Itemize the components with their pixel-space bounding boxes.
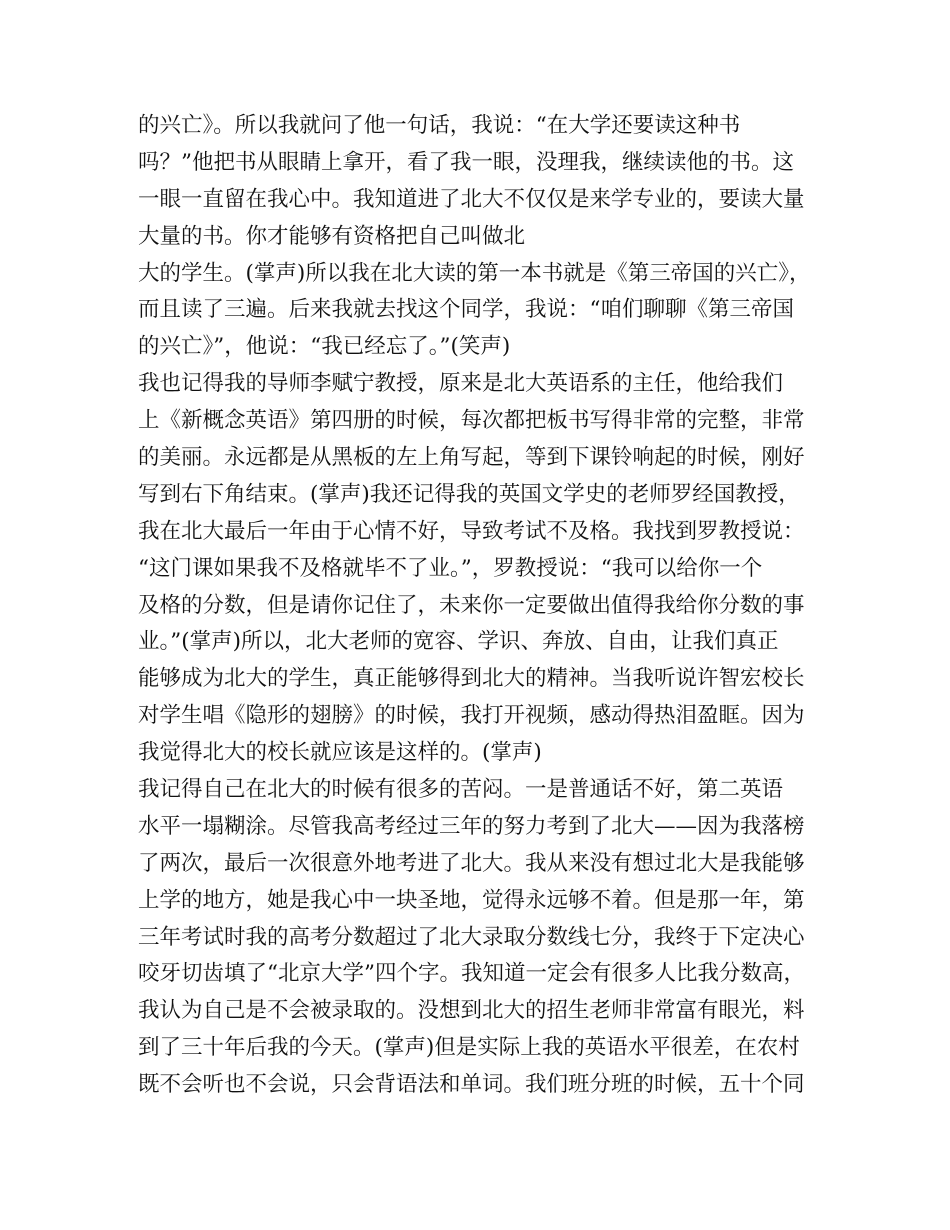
text-line: 对学生唱《隐形的翅膀》的时候，我打开视频，感动得热泪盈眶。因为: [138, 703, 805, 729]
text-line: 我也记得我的导师李赋宁教授，原来是北大英语系的主任，他给我们: [138, 371, 784, 397]
text-line: 到了三十年后我的今天。(掌声)但是实际上我的英语水平很差，在农村: [138, 1035, 800, 1061]
text-line: 我记得自己在北大的时候有很多的苦闷。一是普通话不好，第二英语: [138, 777, 784, 803]
text-line: 大的学生。(掌声)所以我在北大读的第一本书就是《第三帝国的兴亡》，: [138, 260, 811, 286]
text-line: 业。”(掌声)所以，北大老师的宽容、学识、奔放、自由，让我们真正: [138, 629, 779, 655]
text-line: 及格的分数，但是请你记住了，未来你一定要做出值得我给你分数的事: [138, 592, 805, 618]
text-line: 上学的地方，她是我心中一块圣地，觉得永远够不着。但是那一年，第: [138, 887, 805, 913]
text-line: “这门课如果我不及格就毕不了业。”，罗教授说：“我可以给你一个: [138, 555, 763, 581]
text-line: 我觉得北大的校长就应该是这样的。(掌声): [138, 740, 542, 766]
text-line: 写到右下角结束。(掌声)我还记得我的英国文学史的老师罗经国教授，: [138, 481, 800, 507]
text-line: 三年考试时我的高考分数超过了北大录取分数线七分，我终于下定决心: [138, 924, 805, 950]
body-text: [138, 108, 838, 1104]
text-line: 的美丽。永远都是从黑板的左上角写起，等到下课铃响起的时候，刚好: [138, 445, 805, 471]
text-line: 我认为自己是不会被录取的。没想到北大的招生老师非常富有眼光，料: [138, 998, 805, 1024]
text-line: 一眼一直留在我心中。我知道进了北大不仅仅是来学专业的，要读大量: [138, 186, 805, 212]
text-line: 能够成为北大的学生，真正能够得到北大的精神。当我听说许智宏校长: [138, 666, 805, 692]
text-line: 大量的书。你才能够有资格把自己叫做北: [138, 223, 526, 249]
text-line: 了两次，最后一次很意外地考进了北大。我从来没有想过北大是我能够: [138, 850, 805, 876]
text-line: 的兴亡》”，他说：“我已经忘了。”(笑声): [138, 334, 511, 360]
text-line: 的兴亡》。所以我就问了他一句话，我说：“在大学还要读这种书: [138, 113, 741, 138]
text-line: 而且读了三遍。后来我就去找这个同学，我说：“咱们聊聊《第三帝国: [138, 297, 794, 323]
text-line: 咬牙切齿填了“北京大学”四个字。我知道一定会有很多人比我分数高，: [138, 961, 805, 987]
text-line: 我在北大最后一年由于心情不好，导致考试不及格。我找到罗教授说：: [138, 518, 805, 544]
text-line: 既不会听也不会说，只会背语法和单词。我们班分班的时候，五十个同: [138, 1072, 805, 1098]
text-line: 水平一塌糊涂。尽管我高考经过三年的努力考到了北大——因为我落榜: [138, 813, 805, 839]
text-line: 吗？”他把书从眼睛上拿开，看了我一眼，没理我，继续读他的书。这: [138, 149, 794, 175]
text-line: 上《新概念英语》第四册的时候，每次都把板书写得非常的完整，非常: [138, 408, 805, 434]
